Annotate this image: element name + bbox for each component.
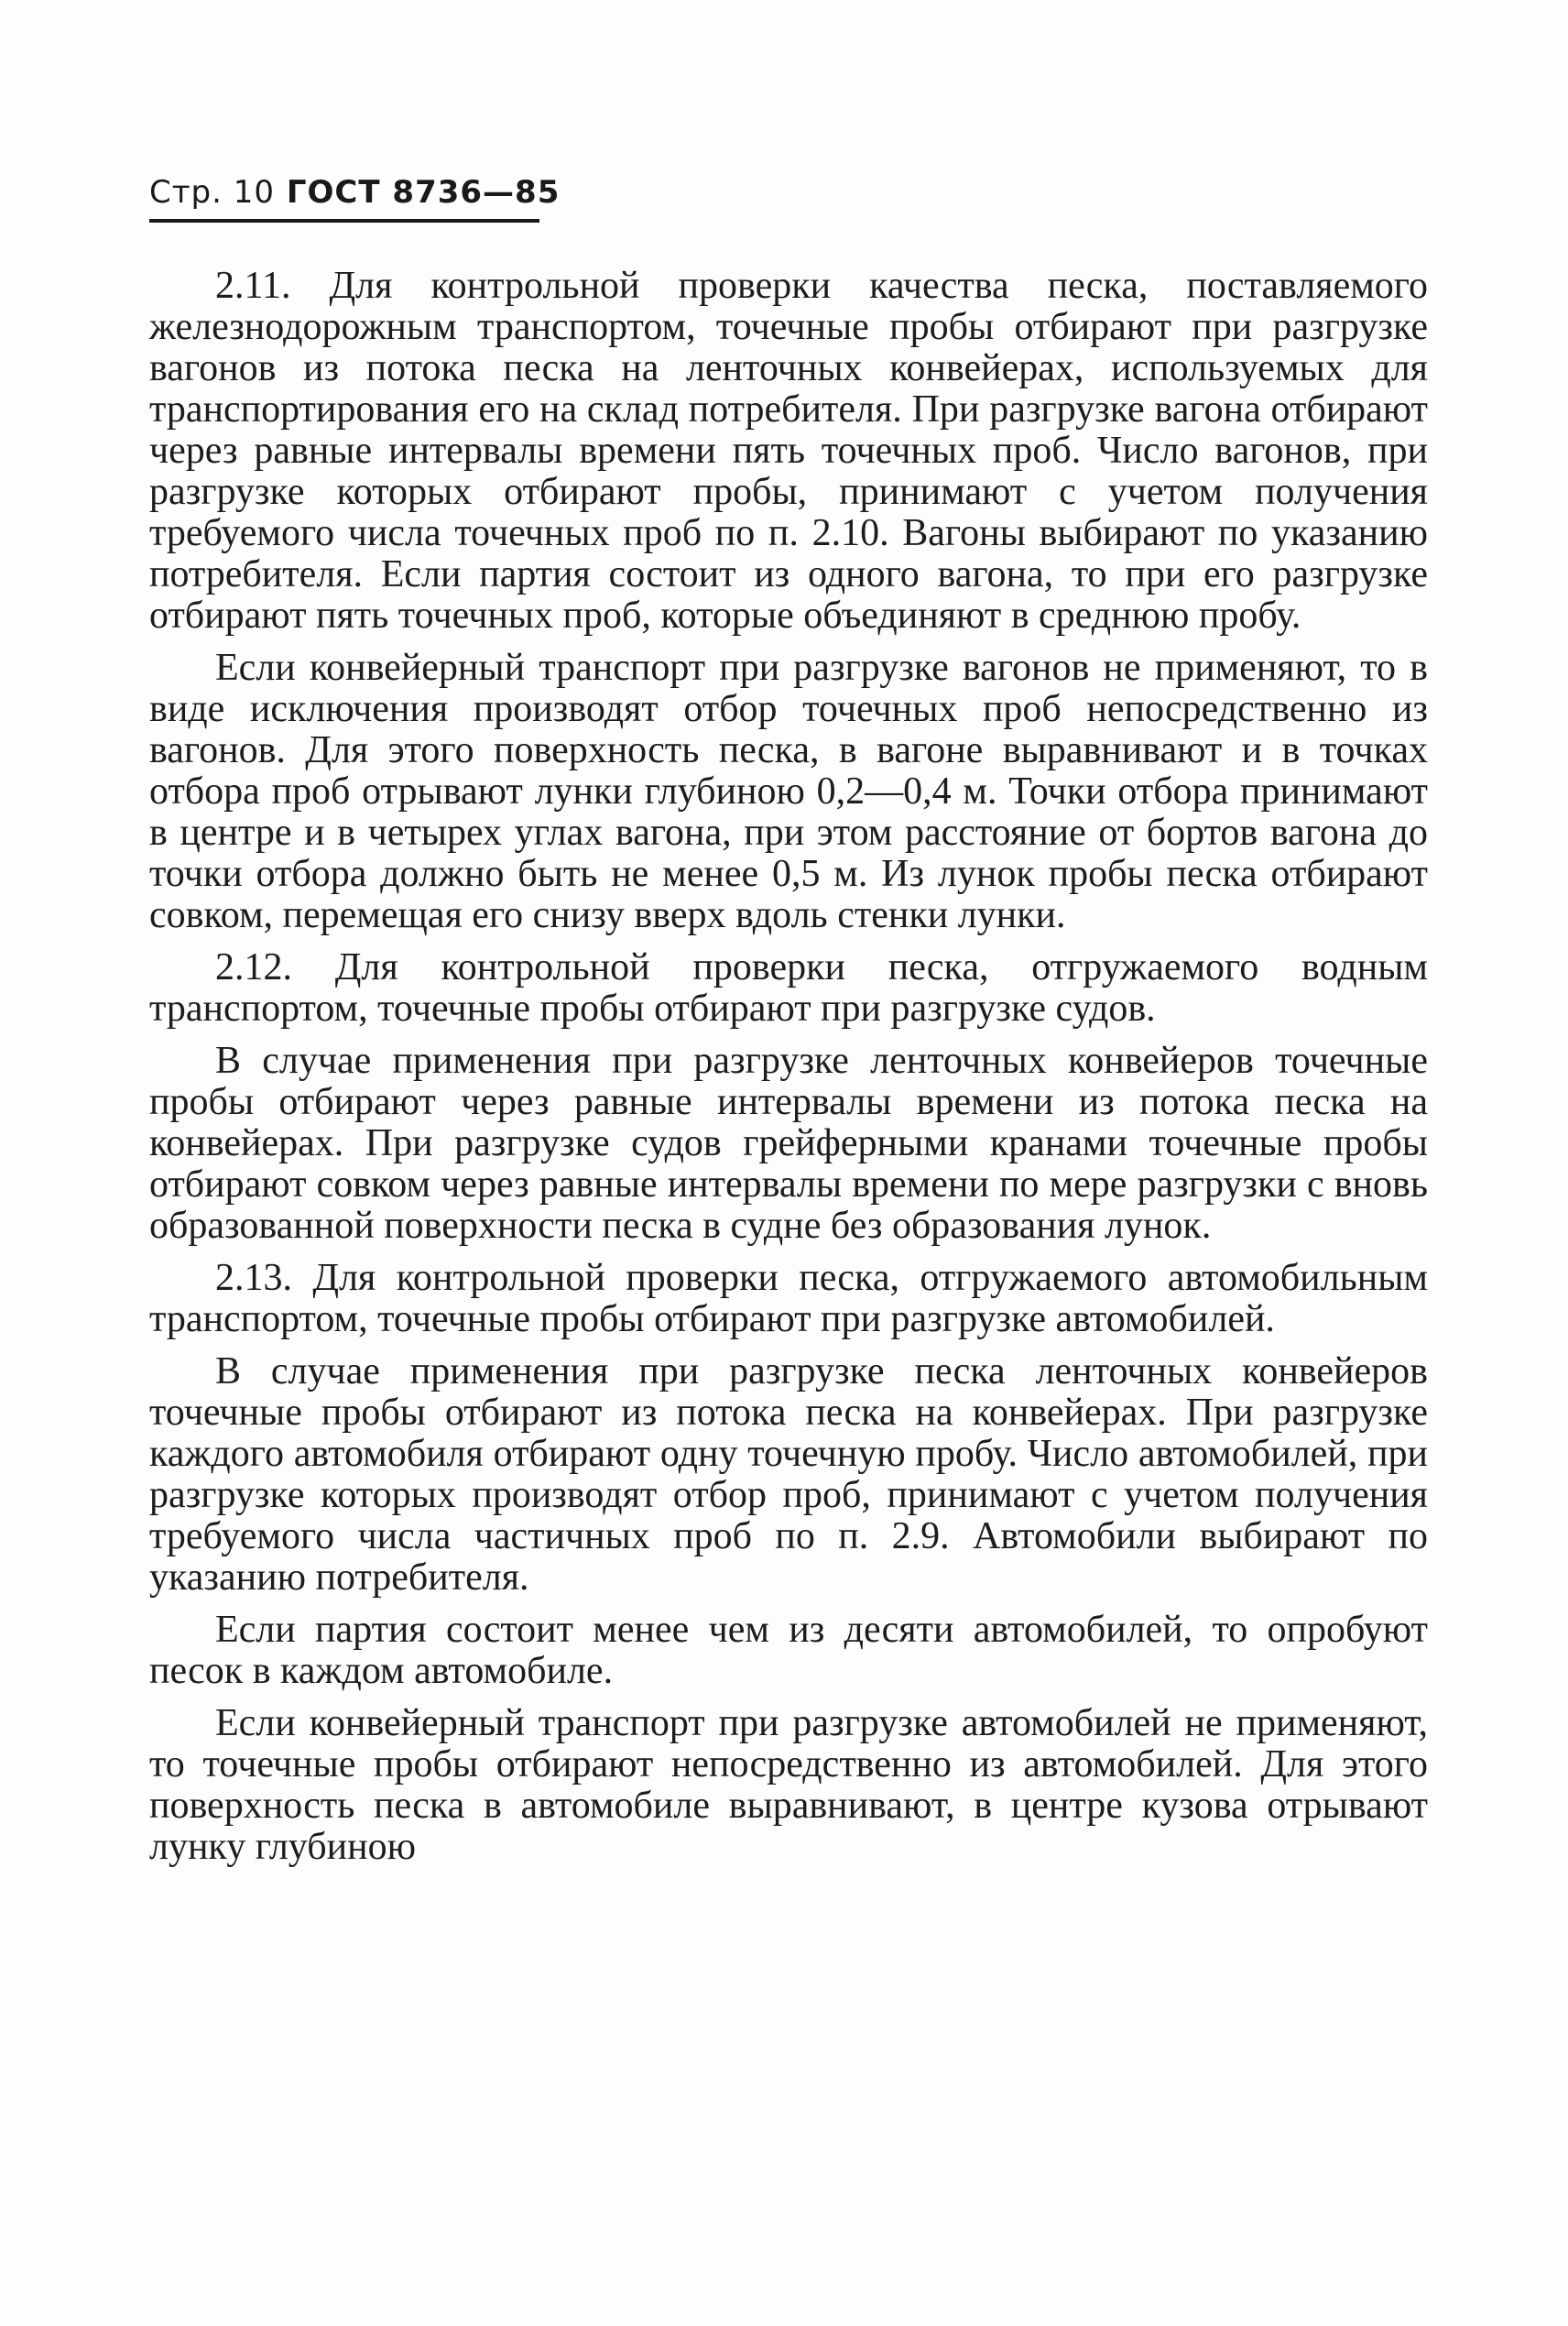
paragraph-ship-unloading: В случае применения при разгрузке ленточных конвейеров точечные пробы отбирают через равные интервалы времени из потока песка на конвейерах. При разгрузке судов грейферными кранами точечные пробы отбирают совком через равные интервалы времени по мере разгрузки с вновь образованной поверхности песка в судне без образования лунок.: [149, 1040, 1428, 1247]
header-rule: [149, 219, 539, 223]
paragraph-2-13: 2.13. Для контрольной проверки песка, отгружаемого автомобильным транспортом, точечные пробы отбирают при разгрузке автомобилей.: [149, 1257, 1428, 1340]
paragraph-conveyor-exception: Если конвейерный транспорт при разгрузке вагонов не применяют, то в виде исключения производят отбор точечных проб непосредственно из вагонов. Для этого поверхность песка, в вагоне выравнивают и в точках отбора проб отрывают лунки глубиною 0,2—0,4 м. Точки отбора принимают в центре и в четырех углах вагона, при этом расстояние от бортов вагона до точки отбора должно быть не менее 0,5 м. Из лунок пробы песка отбирают совком, перемещая его снизу вверх вдоль стенки лунки.: [149, 647, 1428, 936]
paragraph-2-11: 2.11. Для контрольной проверки качества песка, поставляемого железнодорожным транспортом, точечные пробы отбирают при разгрузке вагонов из потока песка на ленточных конвейерах, используемых для транспортирования его на склад потребителя. При разгрузке вагона отбирают через равные интервалы времени пять точечных проб. Число вагонов, при разгрузке которых отбирают пробы, принимают с учетом получения требуемого числа точечных проб по п. 2.10. Вагоны выбирают по указанию потребителя. Если партия состоит из одного вагона, то при его разгрузке отбирают пять точечных проб, которые объединяют в среднюю пробу.: [149, 265, 1428, 637]
page-number: Стр. 10: [149, 174, 276, 211]
paragraph-small-batch: Если партия состоит менее чем из десяти автомобилей, то опробуют песок в каждом автомобиле.: [149, 1609, 1428, 1692]
paragraph-truck-direct: Если конвейерный транспорт при разгрузке автомобилей не применяют, то точечные пробы отбирают непосредственно из автомобилей. Для этого поверхность песка в автомобиле выравнивают, в центре кузова отрывают лунку глубиною: [149, 1702, 1428, 1868]
paragraph-truck-conveyor: В случае применения при разгрузке песка ленточных конвейеров точечные пробы отбирают из потока песка на конвейерах. При разгрузке каждого автомобиля отбирают одну точечную пробу. Число автомобилей, при разгрузке которых производят отбор проб, принимают с учетом получения требуемого числа частичных проб по п. 2.9. Автомобили выбирают по указанию потребителя.: [149, 1350, 1428, 1599]
page-header: [149, 174, 560, 211]
document-body: [149, 266, 1428, 1879]
document-title: ГОСТ 8736—85: [286, 174, 561, 211]
paragraph-2-12: 2.12. Для контрольной проверки песка, отгружаемого водным транспортом, точечные пробы отбирают при разгрузке судов.: [149, 946, 1428, 1030]
